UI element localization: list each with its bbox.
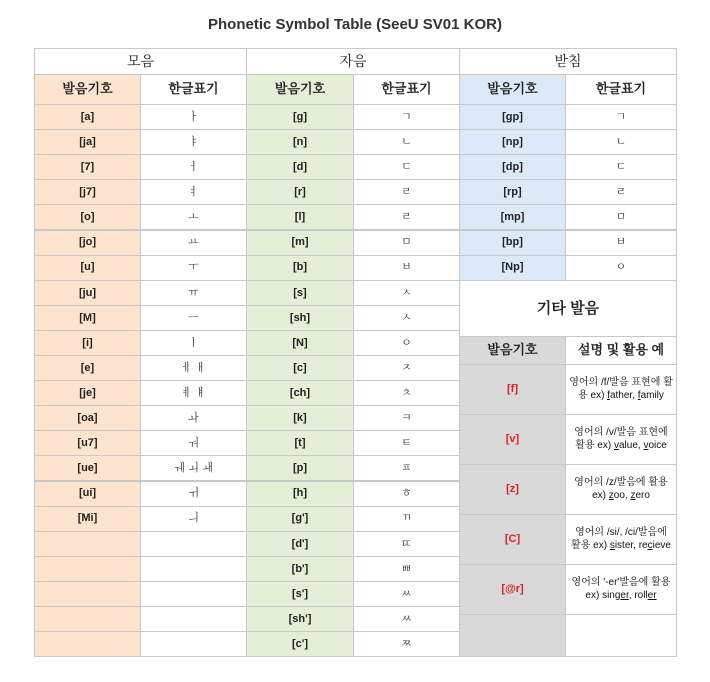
other-symbol: [z]	[459, 464, 566, 515]
vowel-hangul: ㅠ	[140, 280, 247, 306]
consonant-hangul: ㅇ	[353, 330, 460, 356]
other-explanation-header: 설명 및 활용 예	[565, 336, 677, 365]
vowel-symbol: [a]	[34, 104, 141, 130]
vowel-hangul: ㅑ	[140, 129, 247, 155]
final-symbol: [bp]	[459, 230, 566, 256]
other-explanation-empty	[565, 614, 677, 657]
section-other: 기타 발음	[459, 280, 677, 337]
consonant-symbol: [n]	[246, 129, 354, 155]
vowel-symbol: [Mi]	[34, 506, 141, 532]
vowel-hangul: ㅘ	[140, 405, 247, 431]
other-symbol-header: 발음기호	[459, 336, 566, 365]
vowel-symbol: [u]	[34, 255, 141, 281]
consonant-symbol: [ch]	[246, 380, 354, 406]
final-hangul: ㄷ	[565, 154, 677, 180]
vowel-symbol	[34, 556, 141, 582]
other-explanation	[565, 514, 677, 565]
consonant-symbol: [sh]	[246, 305, 354, 331]
consonant-hangul: ㅋ	[353, 405, 460, 431]
vowel-hangul: ㅜ	[140, 255, 247, 281]
vowel-symbol: [oa]	[34, 405, 141, 431]
vowel-symbol: [o]	[34, 204, 141, 230]
phonetic-table	[34, 48, 676, 658]
final-hangul: ㄴ	[565, 129, 677, 155]
consonant-symbol: [s]	[246, 280, 354, 306]
consonant-symbol: [d]	[246, 154, 354, 180]
other-symbol: [@r]	[459, 564, 566, 615]
consonant-hangul: ㅃ	[353, 556, 460, 582]
other-symbol: [v]	[459, 414, 566, 465]
consonant-hangul: ㅆ	[353, 581, 460, 607]
vowel-symbol: [j7]	[34, 179, 141, 205]
vowel-hangul: ㅖ ㅒ	[140, 380, 247, 406]
section-consonants: 자음	[246, 48, 460, 75]
other-symbol: [C]	[459, 514, 566, 565]
consonant-hangul: ㅅ	[353, 305, 460, 331]
explanation-text: 영어의 '-er'발음에 활용 ex) singer, roller	[571, 577, 671, 602]
consonant-symbol-header: 발음기호	[246, 74, 354, 105]
vowel-hangul: ㅢ	[140, 506, 247, 532]
vowel-symbol: [i]	[34, 330, 141, 356]
other-explanation	[565, 364, 677, 415]
vowel-hangul	[140, 606, 247, 632]
vowel-hangul-header: 한글표기	[140, 74, 247, 105]
vowel-symbol: [ja]	[34, 129, 141, 155]
consonant-symbol: [s']	[246, 581, 354, 607]
vowel-hangul: ㅡ	[140, 305, 247, 331]
consonant-hangul: ㅊ	[353, 380, 460, 406]
final-symbol-header: 발음기호	[459, 74, 566, 105]
final-hangul: ㅁ	[565, 204, 677, 230]
consonant-hangul: ㄹ	[353, 204, 460, 230]
consonant-symbol: [k]	[246, 405, 354, 431]
final-symbol: [np]	[459, 129, 566, 155]
vowel-symbol: [ju]	[34, 280, 141, 306]
vowel-symbol: [je]	[34, 380, 141, 406]
consonant-hangul-header: 한글표기	[353, 74, 460, 105]
vowel-hangul: ㅏ	[140, 104, 247, 130]
consonant-symbol: [b]	[246, 255, 354, 281]
vowel-symbol: [M]	[34, 305, 141, 331]
final-symbol: [Np]	[459, 255, 566, 281]
vowel-hangul: ㅣ	[140, 330, 247, 356]
explanation-text: 영어의 /v/발음 표현에 활용 ex) value, voice	[574, 427, 668, 452]
vowel-symbol: [jo]	[34, 230, 141, 256]
vowel-hangul: ㅞ ㅚ ㅙ	[140, 455, 247, 481]
vowel-hangul	[140, 556, 247, 582]
vowel-symbol: [e]	[34, 355, 141, 381]
section-finals: 받침	[459, 48, 677, 75]
vowel-hangul: ㅛ	[140, 230, 247, 256]
final-symbol: [rp]	[459, 179, 566, 205]
vowel-symbol	[34, 631, 141, 657]
consonant-symbol: [c']	[246, 631, 354, 657]
vowel-symbol	[34, 531, 141, 557]
consonant-symbol: [h]	[246, 481, 354, 507]
consonant-symbol: [b']	[246, 556, 354, 582]
other-symbol-empty	[459, 614, 566, 657]
consonant-symbol: [c]	[246, 355, 354, 381]
vowel-hangul: ㅕ	[140, 179, 247, 205]
vowel-hangul	[140, 531, 247, 557]
consonant-symbol: [g']	[246, 506, 354, 532]
final-symbol: [gp]	[459, 104, 566, 130]
consonant-symbol: [d']	[246, 531, 354, 557]
final-hangul: ㄱ	[565, 104, 677, 130]
other-symbol: [f]	[459, 364, 566, 415]
final-hangul: ㅂ	[565, 230, 677, 256]
consonant-symbol: [l]	[246, 204, 354, 230]
other-explanation	[565, 414, 677, 465]
consonant-symbol: [p]	[246, 455, 354, 481]
consonant-hangul: ㅉ	[353, 631, 460, 657]
vowel-hangul: ㅝ	[140, 430, 247, 456]
final-hangul-header: 한글표기	[565, 74, 677, 105]
consonant-hangul: ㅌ	[353, 430, 460, 456]
explanation-text: 영어의 /f/발음 표현에 활용 ex) father, family	[569, 377, 673, 402]
consonant-hangul: ㅈ	[353, 355, 460, 381]
final-hangul: ㅇ	[565, 255, 677, 281]
vowel-hangul: ㅓ	[140, 154, 247, 180]
consonant-hangul: ㅍ	[353, 455, 460, 481]
final-hangul: ㄹ	[565, 179, 677, 205]
page-title: Phonetic Symbol Table (SeeU SV01 KOR)	[208, 16, 502, 33]
vowel-hangul: ㅗ	[140, 204, 247, 230]
vowel-symbol	[34, 606, 141, 632]
consonant-symbol: [g]	[246, 104, 354, 130]
consonant-hangul: ㅂ	[353, 255, 460, 281]
consonant-symbol: [t]	[246, 430, 354, 456]
consonant-hangul: ㄸ	[353, 531, 460, 557]
consonant-hangul: ㄷ	[353, 154, 460, 180]
explanation-text: 영어의 /z/발음에 활용 ex) zoo, zero	[574, 477, 668, 502]
vowel-symbol-header: 발음기호	[34, 74, 141, 105]
consonant-hangul: ㄹ	[353, 179, 460, 205]
vowel-symbol: [ue]	[34, 455, 141, 481]
consonant-hangul: ㅅ	[353, 280, 460, 306]
consonant-symbol: [r]	[246, 179, 354, 205]
vowel-hangul: ㅔ ㅐ	[140, 355, 247, 381]
vowel-symbol	[34, 581, 141, 607]
consonant-hangul: ㅆ	[353, 606, 460, 632]
consonant-symbol: [m]	[246, 230, 354, 256]
consonant-symbol: [N]	[246, 330, 354, 356]
consonant-hangul: ㄴ	[353, 129, 460, 155]
consonant-hangul: ㄲ	[353, 506, 460, 532]
consonant-hangul: ㄱ	[353, 104, 460, 130]
other-explanation	[565, 564, 677, 615]
final-symbol: [dp]	[459, 154, 566, 180]
vowel-symbol: [u7]	[34, 430, 141, 456]
vowel-symbol: [ui]	[34, 481, 141, 507]
explanation-text: 영어의 /si/, /ci/발음에 활용 ex) sister, recieve	[571, 527, 671, 552]
final-symbol: [mp]	[459, 204, 566, 230]
vowel-hangul: ㅟ	[140, 481, 247, 507]
vowel-hangul	[140, 581, 247, 607]
section-vowels: 모음	[34, 48, 247, 75]
vowel-hangul	[140, 631, 247, 657]
consonant-hangul: ㅁ	[353, 230, 460, 256]
consonant-symbol: [sh']	[246, 606, 354, 632]
other-explanation	[565, 464, 677, 515]
vowel-symbol: [7]	[34, 154, 141, 180]
consonant-hangul: ㅎ	[353, 481, 460, 507]
